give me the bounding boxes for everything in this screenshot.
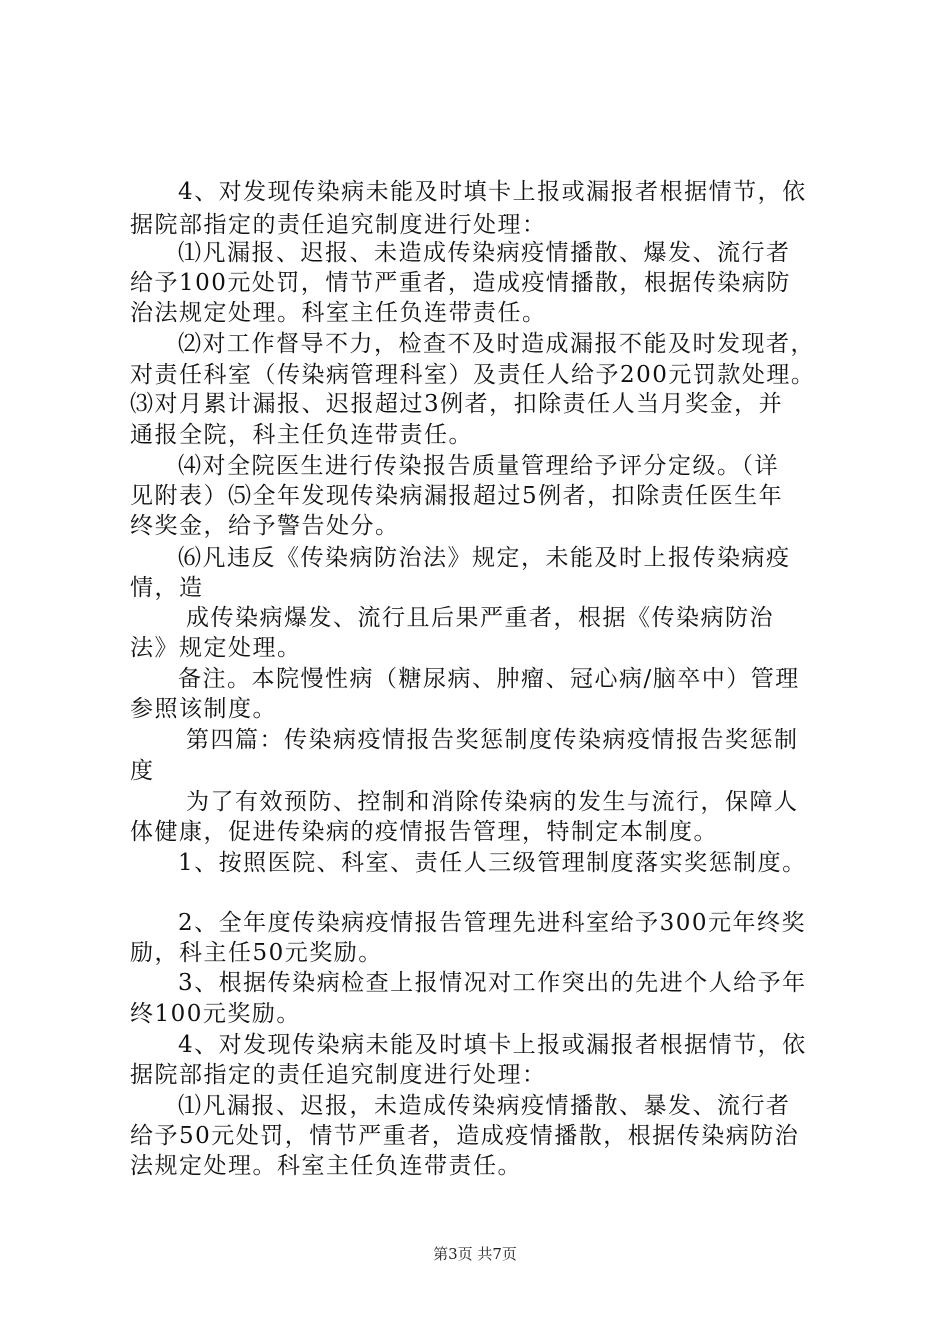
paragraph-line: 终奖金，给予警告处分。 bbox=[130, 513, 400, 539]
paragraph-line: 4、对发现传染病未能及时填卡上报或漏报者根据情节，依 bbox=[178, 179, 807, 205]
paragraph-line: ⑶对月累计漏报、迟报超过3例者，扣除责任人当月奖金，并 bbox=[130, 391, 784, 417]
paragraph-line: 4、对发现传染病未能及时填卡上报或漏报者根据情节，依 bbox=[178, 1032, 807, 1058]
paragraph-line: 参照该制度。 bbox=[130, 696, 277, 722]
paragraph-line: 备注。本院慢性病（糖尿病、肿瘤、冠心病/脑卒中）管理 bbox=[178, 666, 800, 692]
paragraph-line: 情，造 bbox=[130, 575, 204, 601]
paragraph-line: 对责任科室（传染病管理科室）及责任人给予200元罚款处理。 bbox=[130, 362, 816, 388]
paragraph-line: ⑴凡漏报、迟报、未造成传染病疫情播散、爆发、流行者 bbox=[178, 240, 791, 266]
page-number-footer: 第3页 共7页 bbox=[433, 1245, 517, 1263]
paragraph-line: 终100元奖励。 bbox=[130, 1001, 301, 1027]
paragraph-line: ⑴凡漏报、迟报，未造成传染病疫情播散、暴发、流行者 bbox=[178, 1093, 791, 1119]
section-heading: 第四篇：传染病疫情报告奖惩制度传染病疫情报告奖惩制 bbox=[186, 727, 799, 753]
paragraph-line: 3、根据传染病检查上报情况对工作突出的先进个人给予年 bbox=[178, 970, 807, 996]
paragraph-line: 励，科主任50元奖励。 bbox=[130, 940, 383, 966]
paragraph-line: 给予100元处罚，情节严重者，造成疫情播散，根据传染病防 bbox=[130, 270, 791, 296]
paragraph-line: 成传染病爆发、流行且后果严重者，根据《传染病防治 bbox=[186, 605, 774, 631]
paragraph-line: 通报全院，科主任负连带责任。 bbox=[130, 422, 473, 448]
paragraph-line: ⑵对工作督导不力，检查不及时造成漏报不能及时发现者， bbox=[178, 331, 815, 357]
paragraph-line: 1、按照医院、科室、责任人三级管理制度落实奖惩制度。 bbox=[178, 850, 807, 876]
paragraph-line: 体健康，促进传染病的疫情报告管理，特制定本制度。 bbox=[130, 819, 718, 845]
section-heading-continuation: 度 bbox=[130, 758, 155, 784]
paragraph-line: ⑹凡违反《传染病防治法》规定，未能及时上报传染病疫 bbox=[178, 545, 791, 571]
paragraph-line: 据院部指定的责任追究制度进行处理： bbox=[130, 1062, 547, 1088]
paragraph-line: 见附表）⑸全年发现传染病漏报超过5例者，扣除责任医生年 bbox=[130, 483, 784, 509]
paragraph-line: 2、全年度传染病疫情报告管理先进科室给予300元年终奖 bbox=[178, 910, 807, 936]
paragraph-line: ⑷对全院医生进行传染报告质量管理给予评分定级。（详 bbox=[178, 453, 779, 479]
paragraph-line: 法规定处理。科室主任负连带责任。 bbox=[130, 1153, 522, 1179]
paragraph-line: 据院部指定的责任追究制度进行处理： bbox=[130, 212, 547, 238]
paragraph-line: 治法规定处理。科室主任负连带责任。 bbox=[130, 300, 547, 326]
paragraph-line: 给予50元处罚，情节严重者，造成疫情播散，根据传染病防治 bbox=[130, 1123, 800, 1149]
paragraph-line: 法》规定处理。 bbox=[130, 635, 302, 661]
paragraph-line: 为了有效预防、控制和消除传染病的发生与流行，保障人 bbox=[186, 789, 799, 815]
